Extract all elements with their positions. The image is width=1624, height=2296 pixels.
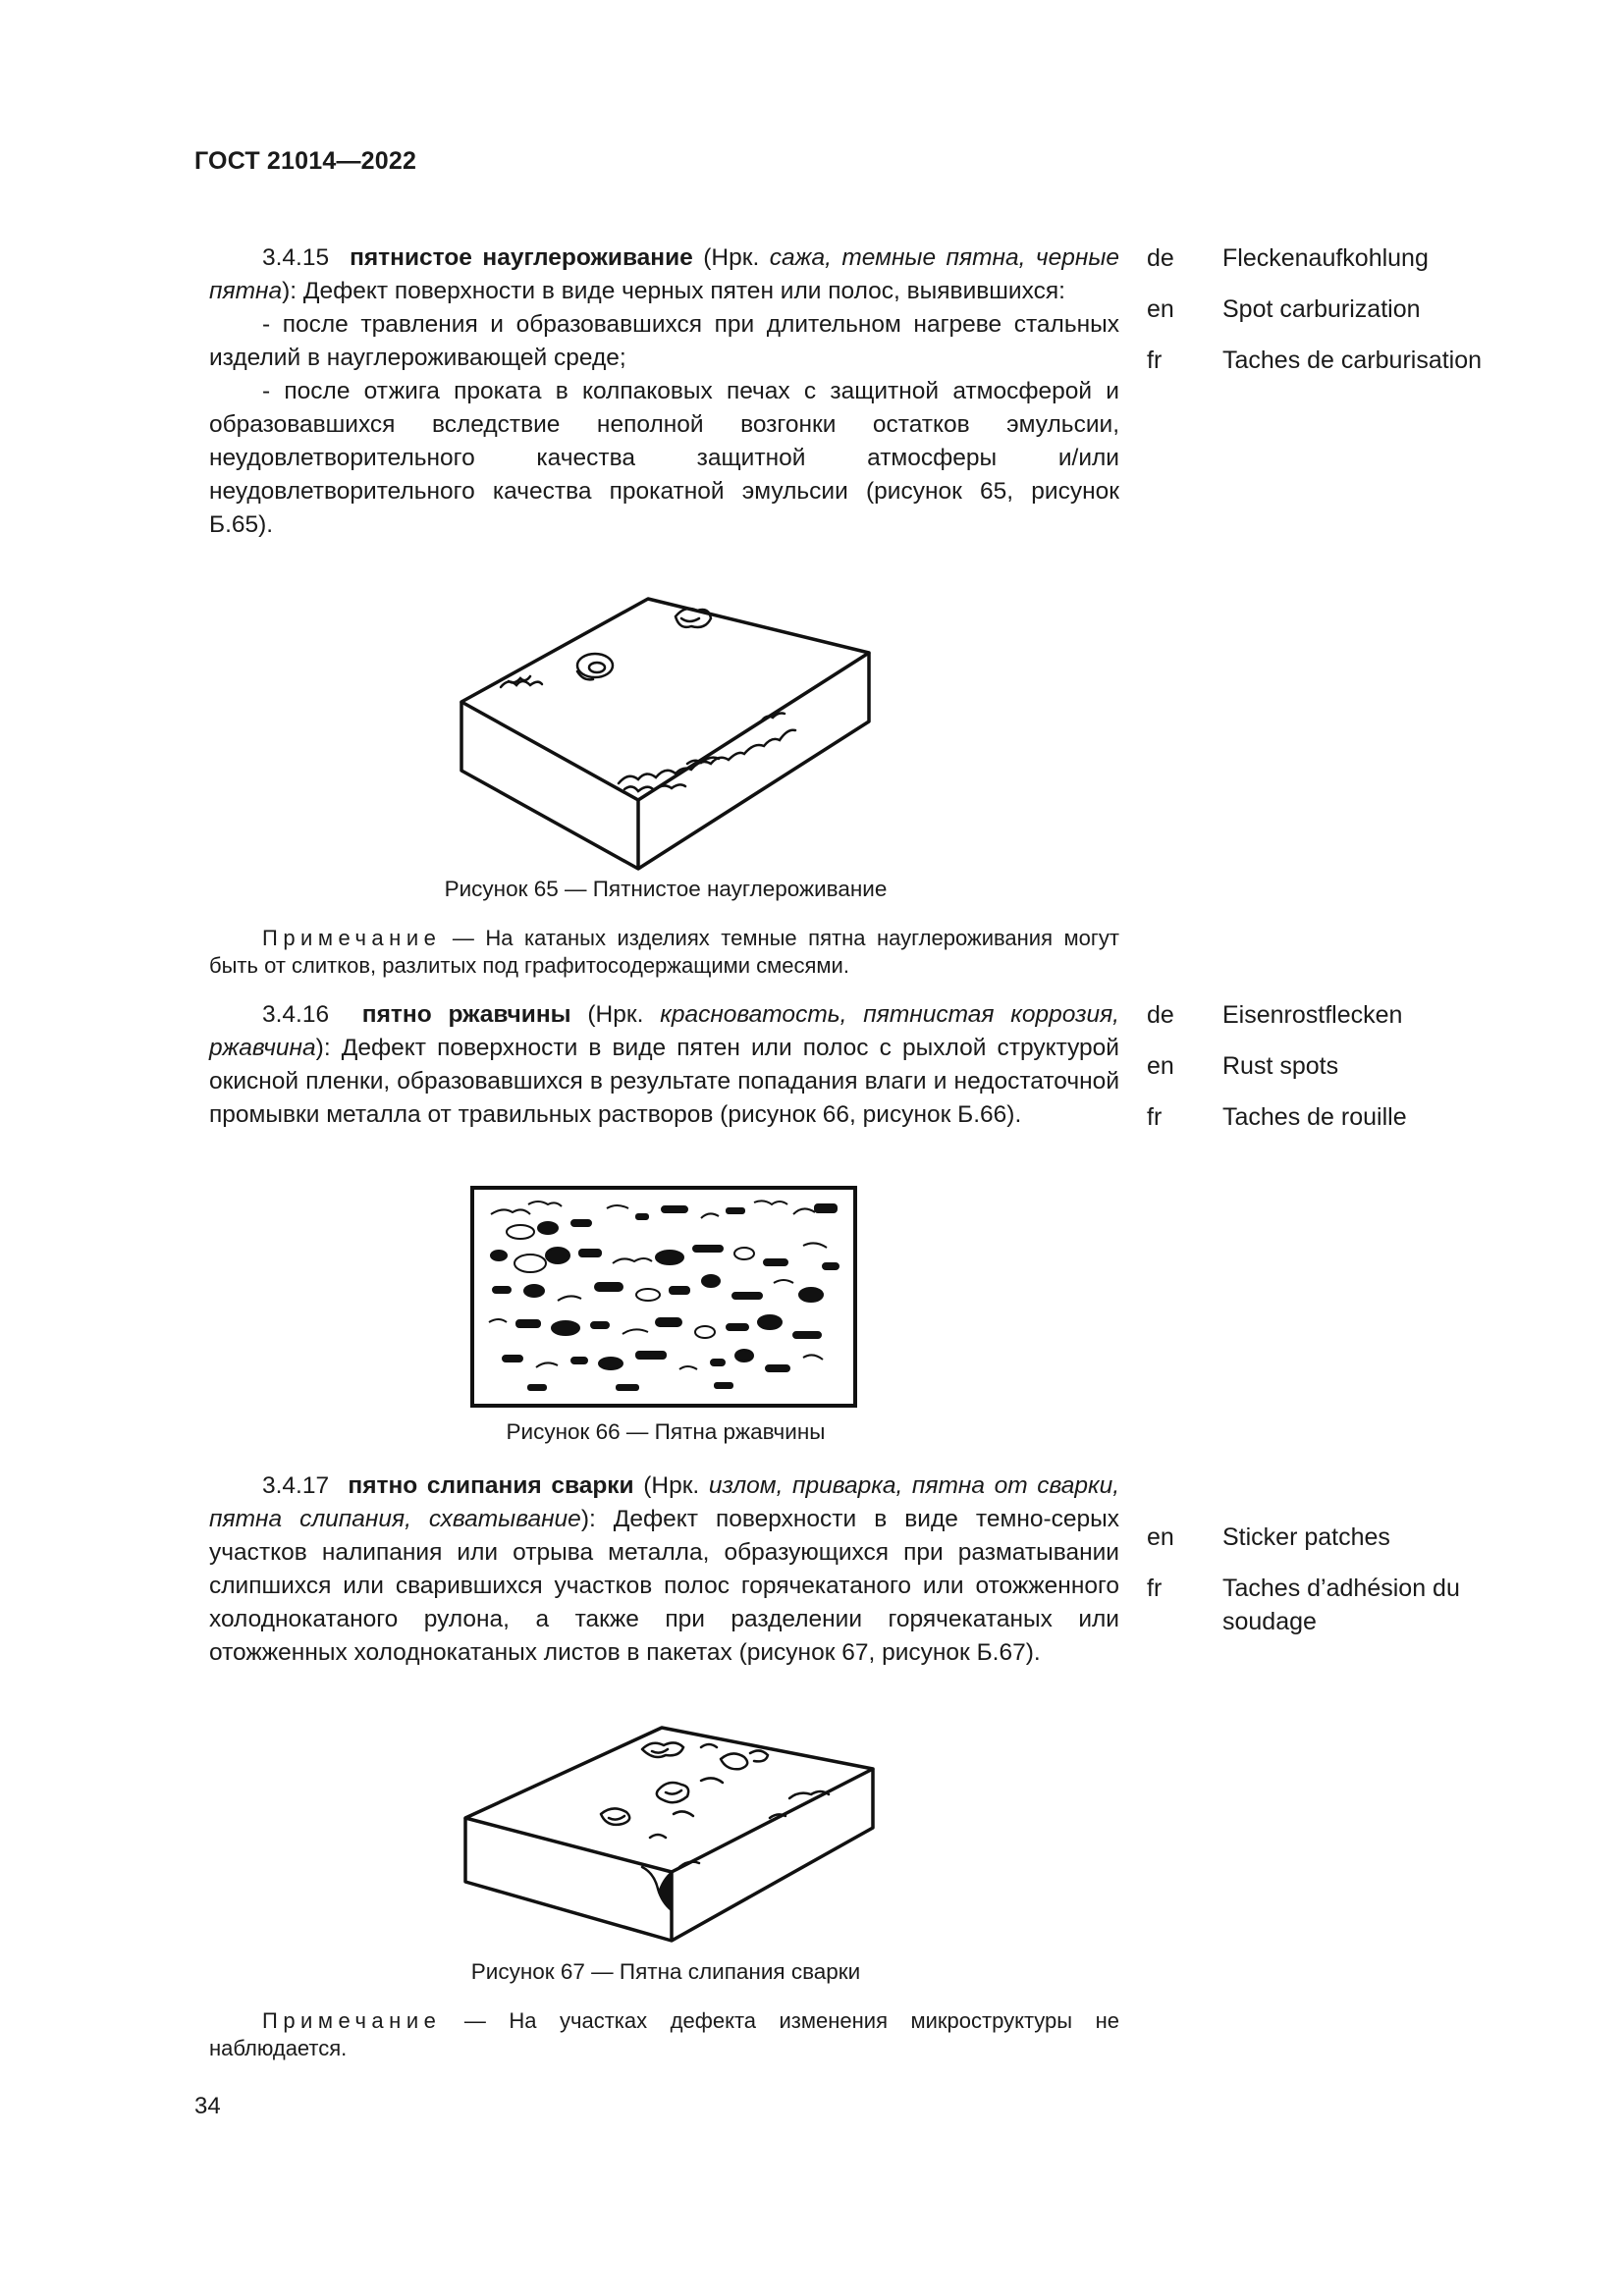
language-code: fr xyxy=(1147,347,1163,374)
term-definition-text: ): Дефект поверхности в виде черных пятен или полос, выявившихся: xyxy=(282,278,1065,304)
language-code: en xyxy=(1147,295,1174,323)
term-name: пятно слипания сварки xyxy=(348,1472,634,1499)
synonym-intro: (Нрк. xyxy=(692,244,770,271)
language-code: en xyxy=(1147,1523,1174,1551)
note-label: Примечание xyxy=(262,926,442,950)
equivalent-row xyxy=(1147,241,1520,275)
language-code: fr xyxy=(1147,1575,1163,1602)
page-number: 34 xyxy=(194,2093,221,2119)
equivalent-term: Eisenrostflecken xyxy=(1222,1001,1403,1029)
document-header: ГОСТ 21014—2022 xyxy=(194,147,417,175)
equivalent-term: Spot carburization xyxy=(1222,295,1421,323)
term-synonyms: излом, приварка, пятна от сварки, пятна слипания, схватывание xyxy=(209,1472,1120,1532)
term-number: 3.4.16 xyxy=(262,1001,330,1028)
figure-caption: Рисунок 65 — Пятнистое науглероживание xyxy=(444,877,888,901)
synonym-intro: (Нрк. xyxy=(570,1001,661,1028)
equivalent-row xyxy=(1147,293,1520,326)
equivalent-row xyxy=(1147,1572,1520,1638)
figure-65-drawing xyxy=(452,589,884,874)
equivalent-row xyxy=(1147,1049,1520,1083)
language-code: de xyxy=(1147,244,1174,272)
language-code: fr xyxy=(1147,1103,1163,1131)
note-text: — На участках дефекта изменения микроструктуры не наблюдается. xyxy=(209,2008,1119,2060)
equivalent-term: Fleckenaufkohlung xyxy=(1222,244,1429,272)
foreign-equivalents xyxy=(1147,998,1520,1151)
figure-67-drawing xyxy=(456,1720,888,1955)
term-synonyms: сажа, темные пятна, черные пятна xyxy=(209,244,1119,304)
note-text: — На катаных изделиях темные пятна науглероживания могут быть от слитков, разлитых под графитосодержащими смесями. xyxy=(209,926,1119,978)
equivalent-row xyxy=(1147,1100,1520,1134)
term-number: 3.4.15 xyxy=(262,244,330,271)
term-3-4-15 xyxy=(209,241,1119,542)
term-synonyms: красноватость, пятнистая коррозия, ржавчина xyxy=(209,1001,1119,1061)
term-definition-text: ): Дефект поверхности в виде темно-серых участков налипания или отрыва металла, образующихся при разматывании слипшихся или сварившихся участков полос горячекатаного или отожженного холоднокатаного рулона, а также при разделении горячекатаных или отожженных холоднокатаных листов в пакетах (рисунок 67, рисунок Б.67). xyxy=(209,1506,1119,1666)
equivalent-row xyxy=(1147,998,1520,1032)
term-definition xyxy=(209,241,1119,308)
note xyxy=(209,2007,1119,2062)
equivalent-row xyxy=(1147,344,1520,377)
term-name: пятнистое науглероживание xyxy=(350,244,693,271)
term-3-4-16 xyxy=(209,998,1119,1132)
equivalent-term: Taches de carburisation xyxy=(1222,347,1483,374)
foreign-equivalents xyxy=(1147,241,1520,395)
equivalent-term: Sticker patches xyxy=(1222,1523,1390,1551)
equivalent-term: Taches d’adhésion du soudage xyxy=(1222,1575,1460,1635)
foreign-equivalents xyxy=(1147,1521,1520,1656)
figure-caption: Рисунок 66 — Пятна ржавчины xyxy=(506,1419,826,1444)
equivalent-row xyxy=(1147,1521,1520,1554)
list-item: - после отжига проката в колпаковых печах с защитной атмосферой и образовавшихся вследствие неполной возгонки остатков эмульсии, неудовлетворительного качества защитной атмосферы и/или неудовлетворительного качества прокатной эмульсии (рисунок 65, рисунок Б.65). xyxy=(209,378,1119,538)
term-name: пятно ржавчины xyxy=(361,1001,571,1028)
term-number: 3.4.17 xyxy=(262,1472,330,1499)
note-label: Примечание xyxy=(262,2008,442,2033)
equivalent-term: Rust spots xyxy=(1222,1052,1339,1080)
language-code: en xyxy=(1147,1052,1174,1080)
term-3-4-17 xyxy=(209,1469,1119,1670)
language-code: de xyxy=(1147,1001,1174,1029)
note xyxy=(209,925,1119,980)
synonym-intro: (Нрк. xyxy=(633,1472,709,1499)
term-definition-text: ): Дефект поверхности в виде пятен или полос с рыхлой структурой окисной пленки, образовавшихся в результате попадания влаги и недостаточной промывки металла от травильных растворов (рисунок 66, рисунок Б.66). xyxy=(209,1035,1119,1128)
term-definition xyxy=(209,1469,1119,1670)
figure-caption: Рисунок 67 — Пятна слипания сварки xyxy=(470,1959,861,1984)
list-item: - после травления и образовавшихся при длительном нагреве стальных изделий в науглероживающей среде; xyxy=(209,311,1119,371)
figure-66-drawing xyxy=(469,1185,858,1409)
term-definition xyxy=(209,998,1119,1132)
equivalent-term: Taches de rouille xyxy=(1222,1103,1407,1131)
